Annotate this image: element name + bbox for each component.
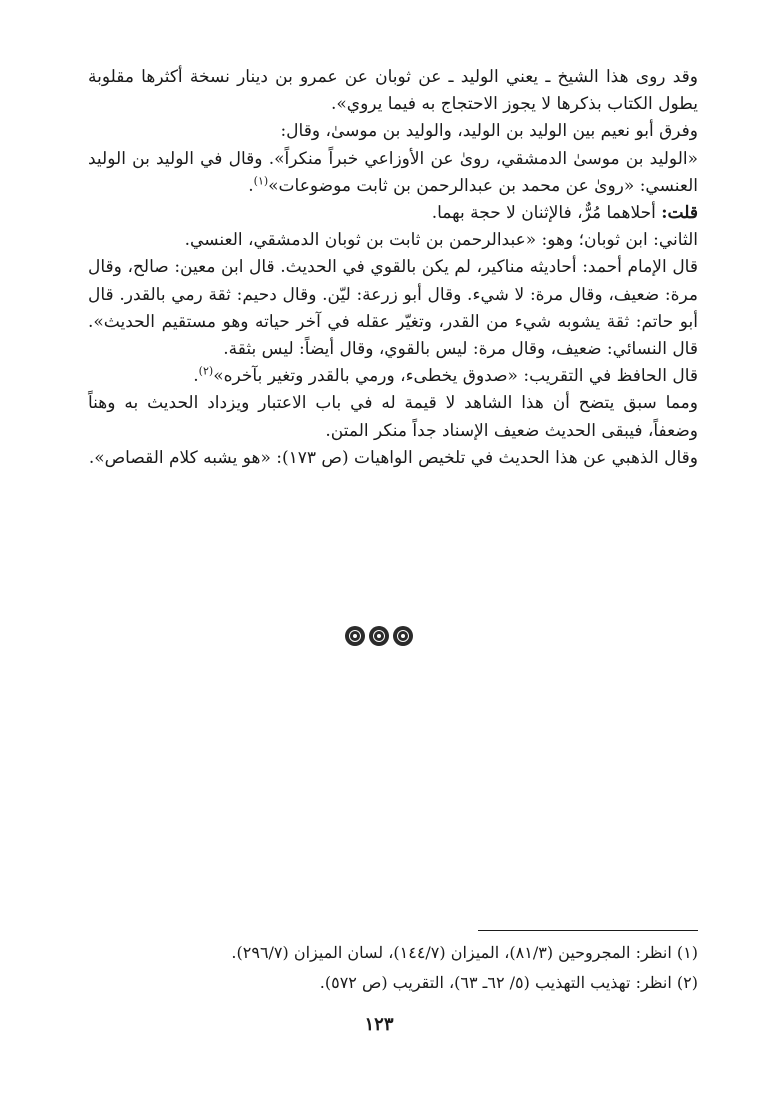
paragraph-3-text: «الوليد بن موسىٰ الدمشقي، روىٰ عن الأوزاعي خبراً منكراً». وقال في الوليد بن الوليد العنسي: «روىٰ عن محمد بن عبدالرحمن بن ثابت موضوعات» [88,148,698,196]
footnotes [88,938,698,998]
floral-rosette-icon [345,626,365,646]
paragraph-9: وقال الذهبي عن هذا الحديث في تلخيص الواهيات (ص ١٧٣): «هو يشبه كلام القصاص». [88,447,698,468]
paragraph-7-text: قال الحافظ في التقريب: «صدوق يخطىء، ورمي بالقدر وتغير بآخره» [213,366,698,387]
paragraph-7-end: . [193,366,199,387]
paragraph-3 [88,146,698,200]
footnote-2: (٢) انظر: تهذيب التهذيب (٥/ ٦٢ـ ٦٣)، التقريب (ص ٥٧٢). [319,973,698,992]
floral-rosette-icon [369,626,389,646]
footnote-ref-2: (٢) [198,364,214,378]
footnote-ref-1: (١) [253,174,269,188]
paragraph-4 [88,200,698,227]
paragraph-3-end: . [248,175,254,196]
paragraph-2: وفرق أبو نعيم بين الوليد بن الوليد، والوليد بن موسىٰ، وقال: [280,121,698,142]
paragraph-6: قال الإمام أحمد: أحاديثه مناكير، لم يكن بالقوي في الحديث. قال ابن معين: صالح، وقال مرة: ضعيف، وقال مرة: لا شيء. وقال أبو زرعة: ليّن. وقال دحيم: ثقة رمي بالقدر. قال أبو حاتم: ثقة يشوبه شيء من القدر، وتغيّر عقله في آخر حياته وهو مستقيم الحديث». قال النسائي: ضعيف، وقال مرة: ليس بالقوي، وقال أيضاً: ليس بثقة. [88,257,698,360]
section-divider-ornament [0,626,758,646]
page-number: ١٢٣ [364,1014,394,1035]
paragraph-5: الثاني: ابن ثوبان؛ وهو: «عبدالرحمن بن ثابت بن ثوبان الدمشقي، العنسي. [184,230,698,251]
main-text [88,64,698,472]
paragraph-4-text: أحلاهما مُرٌّ، فالإثنان لا حجة بهما. [431,203,662,224]
floral-rosette-icon [393,626,413,646]
qultu-label: قلت: [661,203,698,224]
paragraph-1: وقد روى هذا الشيخ ـ يعني الوليد ـ عن ثوبان عن عمرو بن دينار نسخة أكثرها مقلوبة يطول الكتاب بذكرها لا يجوز الاحتجاج به فيما يروي». [88,67,698,115]
footnote-separator [478,930,698,931]
footnote-1: (١) انظر: المجروحين (٨١/٣)، الميزان (١٤٤/٧)، لسان الميزان (٢٩٦/٧). [231,943,698,962]
paragraph-8: ومما سبق يتضح أن هذا الشاهد لا قيمة له في باب الاعتبار ويزداد الحديث به وهناً وضعفاً، فيبقى الحديث ضعيف الإسناد جداً منكر المتن. [88,393,698,441]
paragraph-7 [88,363,698,390]
